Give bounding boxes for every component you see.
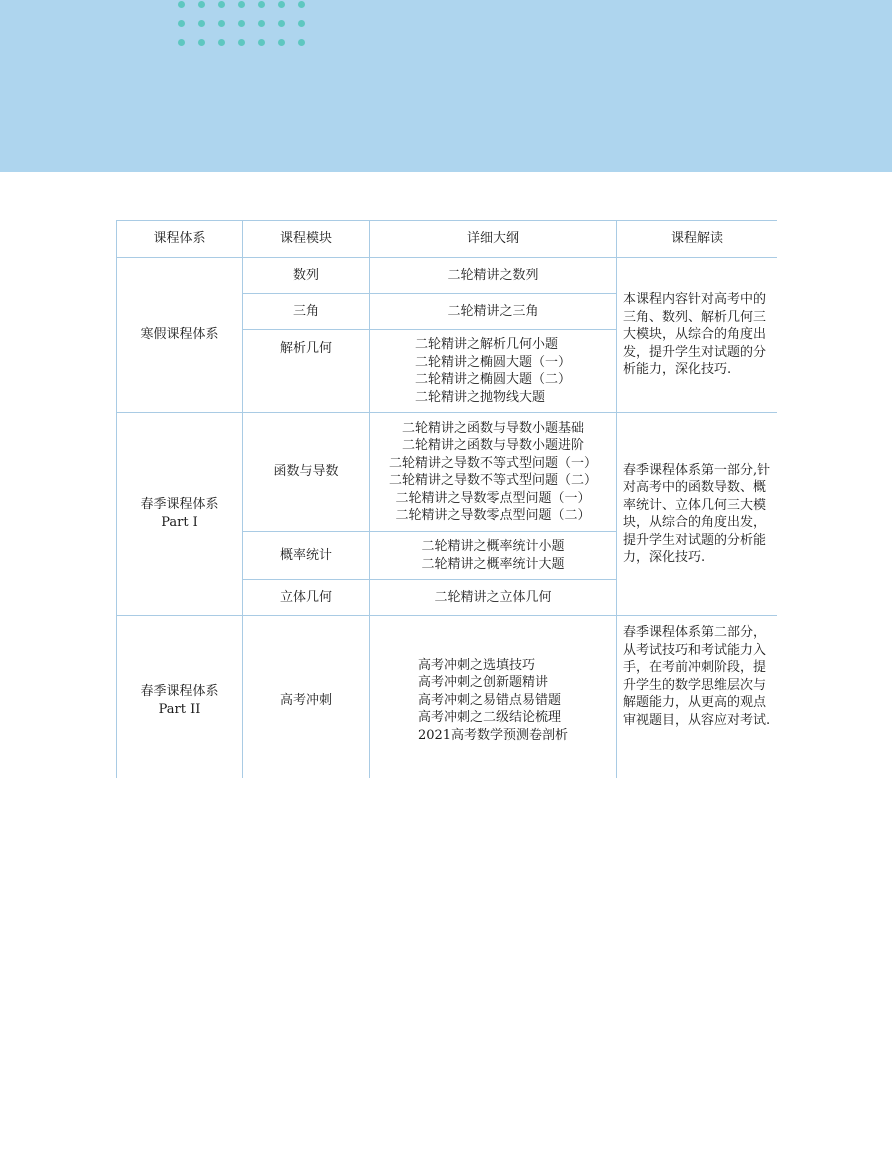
system-cell: [117, 258, 243, 413]
decorative-dot: [298, 20, 305, 27]
description-cell: 春季课程体系第一部分,针对高考中的函数导数、概率统计、立体几何三大模块，从综合的角度出发，提升学生对试题的分析能力，深化技巧.: [617, 413, 778, 616]
decorative-dot: [278, 20, 285, 27]
outline-cell: [370, 330, 617, 413]
decorative-dot: [298, 39, 305, 46]
decorative-dot: [198, 39, 205, 46]
outline-item: 2021高考数学预测卷剖析: [417, 727, 569, 743]
module-cell: 高考冲刺: [243, 616, 370, 779]
header-band: [0, 0, 892, 172]
module-cell: 三角: [243, 294, 370, 330]
decorative-dot: [298, 1, 305, 8]
header-outline: 详细大纲: [370, 221, 617, 258]
system-sub: Part II: [158, 701, 201, 717]
course-table-wrapper: [116, 220, 777, 778]
decorative-dot: [198, 1, 205, 8]
outline-item: 二轮精讲之导数零点型问题（二）: [395, 508, 591, 523]
outline-cell: [370, 294, 617, 330]
table-header-row: [117, 221, 778, 258]
outline-item: 二轮精讲之概率统计小题: [421, 539, 565, 554]
decorative-dot: [238, 1, 245, 8]
decorative-dot: [258, 39, 265, 46]
module-cell: 数列: [243, 258, 370, 294]
module-cell: 概率统计: [243, 532, 370, 580]
outline-item: 二轮精讲之三角: [447, 303, 539, 319]
outline-cell: [370, 580, 617, 616]
header-module: 课程模块: [243, 221, 370, 258]
table-row: [117, 413, 778, 532]
outline-item: 二轮精讲之椭圆大题（一）: [414, 354, 571, 370]
outline-item: 二轮精讲之数列: [447, 267, 539, 283]
outline-cell: [370, 258, 617, 294]
module-cell: 函数与导数: [243, 413, 370, 532]
outline-item: 二轮精讲之概率统计大题: [421, 556, 565, 572]
decorative-dot: [178, 39, 185, 46]
outline-cell: [370, 413, 617, 532]
outline-cell: [370, 532, 617, 580]
table-row: [117, 258, 778, 294]
decorative-dot: [258, 20, 265, 27]
module-cell: 解析几何: [243, 330, 370, 413]
decorative-dot: [218, 20, 225, 27]
decorative-dot: [198, 20, 205, 27]
decorative-dots: [178, 0, 308, 50]
decorative-dot: [278, 1, 285, 8]
outline-item: 高考冲刺之二级结论梳理: [417, 710, 561, 726]
outline-item: 二轮精讲之导数零点型问题（一）: [395, 490, 591, 506]
outline-item: 二轮精讲之导数不等式型问题（二）: [388, 473, 597, 488]
system-sub: Part I: [161, 515, 198, 530]
header-description: 课程解读: [617, 221, 778, 258]
outline-item: 二轮精讲之抛物线大题: [414, 389, 545, 405]
outline-item: 二轮精讲之立体几何: [434, 589, 552, 605]
decorative-dot: [238, 20, 245, 27]
outline-item: 二轮精讲之函数与导数小题进阶: [401, 438, 584, 453]
outline-item: 高考冲刺之创新题精讲: [417, 675, 548, 691]
decorative-dot: [178, 20, 185, 27]
outline-item: 二轮精讲之解析几何小题: [414, 337, 558, 352]
system-cell: [117, 616, 243, 779]
decorative-dot: [258, 1, 265, 8]
decorative-dot: [238, 39, 245, 46]
system-name: 春季课程体系: [140, 683, 219, 699]
system-cell: [117, 413, 243, 616]
outline-item: 高考冲刺之易错点易错题: [417, 692, 561, 708]
description-cell: 本课程内容针对高考中的三角、数列、解析几何三大模块，从综合的角度出发，提升学生对试题的分析能力，深化技巧.: [617, 258, 778, 413]
system-name: 寒假课程体系: [140, 327, 219, 342]
outline-item: 高考冲刺之选填技巧: [417, 657, 535, 673]
decorative-dot: [218, 39, 225, 46]
outline-item: 二轮精讲之导数不等式型问题（一）: [388, 455, 597, 471]
system-name: 春季课程体系: [140, 497, 219, 512]
description-cell: 春季课程体系第二部分，从考试技巧和考试能力入手，在考前冲刺阶段，提升学生的数学思维层次与解题能力，从更高的观点审视题目，从容应对考试.: [617, 616, 778, 779]
decorative-dot: [278, 39, 285, 46]
outline-cell: [370, 616, 617, 779]
course-table: [116, 220, 777, 778]
header-system: 课程体系: [117, 221, 243, 258]
decorative-dot: [178, 1, 185, 8]
module-cell: 立体几何: [243, 580, 370, 616]
outline-item: 二轮精讲之函数与导数小题基础: [401, 420, 584, 436]
decorative-dot: [218, 1, 225, 8]
table-row: [117, 616, 778, 779]
outline-item: 二轮精讲之椭圆大题（二）: [414, 372, 571, 387]
